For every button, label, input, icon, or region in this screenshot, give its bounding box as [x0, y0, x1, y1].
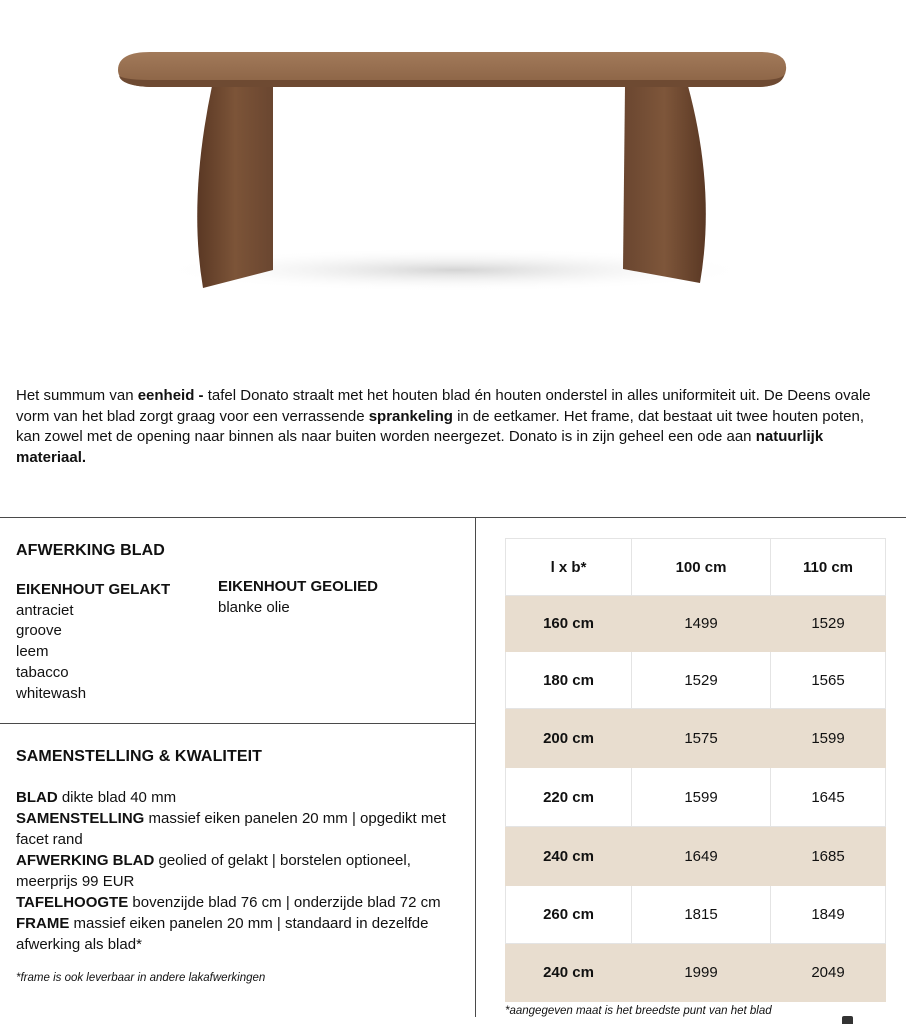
intro-text-3: in de eetkamer. Het frame, dat bestaat uit twee houten poten, kan zowel met de opening naar binnen als naar buiten worden neergezet. Donato is in zijn geheel een ode aan [16, 407, 864, 446]
product-image-donato-table [0, 0, 906, 360]
composition-title: SAMENSTELLING & KWALITEIT [16, 748, 263, 765]
intro-text-2: tafel Donato straalt met het houten blad én houten onderstel in alles uniformiteit uit. De Deens ovale vorm van het blad zorgt graag voor een verrassende [16, 387, 871, 425]
intro-bold-2: sprankeling [368, 407, 453, 425]
intro-bold-1: eenheid - [137, 387, 204, 404]
product-description [16, 386, 890, 469]
spec-label: AFWERKING BLAD [16, 852, 155, 869]
price-cell: 1685 [771, 827, 886, 886]
intro-bold-3: natuurlijk materiaal. [16, 428, 824, 467]
spec-label: BLAD [16, 789, 58, 806]
spec-line [16, 787, 456, 808]
spec-text: massief eiken panelen 20 mm | opgedikt met facet rand [16, 810, 446, 848]
spec-text: massief eiken panelen 20 mm | standaard in dezelfde afwerking als blad* [16, 915, 429, 953]
spec-label: SAMENSTELLING [16, 810, 145, 827]
price-cell: 1849 [771, 886, 886, 944]
table-header-cell: 100 cm [632, 539, 771, 596]
spec-text: bovenzijde blad 76 cm | onderzijde blad 72 cm [128, 894, 441, 911]
price-cell: 1645 [771, 768, 886, 827]
price-cell: 1529 [632, 652, 771, 709]
size-footnote: *aangegeven maat is het breedste punt van het blad [505, 1005, 772, 1017]
price-table [505, 538, 886, 1002]
spec-text: geolied of gelakt | borstelen optioneel, meerprijs 99 EUR [16, 852, 411, 890]
table-row [506, 709, 886, 768]
frame-footnote: *frame is ook leverbaar in andere lakafwerkingen [16, 972, 266, 984]
finish-oiled-heading: EIKENHOUT GEOLIED [218, 578, 379, 595]
intro-text-1: Het summum van [16, 387, 138, 404]
finish-lacquered-heading: EIKENHOUT GELAKT [16, 581, 171, 598]
table-row [506, 827, 886, 886]
table-header-row [506, 539, 886, 596]
table-row [506, 652, 886, 709]
spec-line [16, 808, 456, 850]
finish-option: tabacco [16, 663, 69, 681]
spec-line [16, 850, 456, 892]
finish-option: groove [16, 622, 62, 640]
size-cell: 200 cm [506, 709, 632, 768]
table-row [506, 944, 886, 1002]
finish-oiled-list [218, 577, 378, 618]
price-cell: 1529 [771, 596, 886, 652]
price-cell: 1649 [632, 827, 771, 886]
finish-option: antraciet [16, 601, 74, 619]
price-cell: 1815 [632, 886, 771, 944]
finish-option: whitewash [16, 684, 87, 702]
size-cell: 180 cm [506, 652, 632, 709]
finish-option: blanke olie [218, 598, 290, 616]
size-cell: 260 cm [506, 886, 632, 944]
finish-option: leem [16, 643, 49, 661]
size-cell: 220 cm [506, 768, 632, 827]
table-row [506, 768, 886, 827]
spec-label: FRAME [16, 915, 70, 932]
price-cell: 1999 [632, 944, 771, 1002]
section-divider-top [0, 517, 906, 518]
composition-specs [16, 787, 456, 955]
finish-lacquered-list [16, 580, 170, 704]
price-cell: 1575 [632, 709, 771, 768]
table-row [506, 596, 886, 652]
scroll-corner-marker [842, 1016, 853, 1024]
spec-label: TAFELHOOGTE [16, 894, 129, 911]
spec-line [16, 913, 456, 955]
section-divider-middle [0, 723, 476, 724]
size-cell: 160 cm [506, 596, 632, 652]
size-cell: 240 cm [506, 944, 632, 1002]
table-header-cell: 110 cm [771, 539, 886, 596]
price-cell: 1565 [771, 652, 886, 709]
price-cell: 1499 [632, 596, 771, 652]
price-cell: 2049 [771, 944, 886, 1002]
table-header-cell: l x b* [506, 539, 632, 596]
price-cell: 1599 [771, 709, 886, 768]
spec-line [16, 892, 456, 913]
price-cell: 1599 [632, 768, 771, 827]
spec-text: dikte blad 40 mm [57, 789, 177, 806]
table-row [506, 886, 886, 944]
column-divider [475, 517, 476, 1017]
size-cell: 240 cm [506, 827, 632, 886]
finish-title: AFWERKING BLAD [16, 542, 165, 559]
